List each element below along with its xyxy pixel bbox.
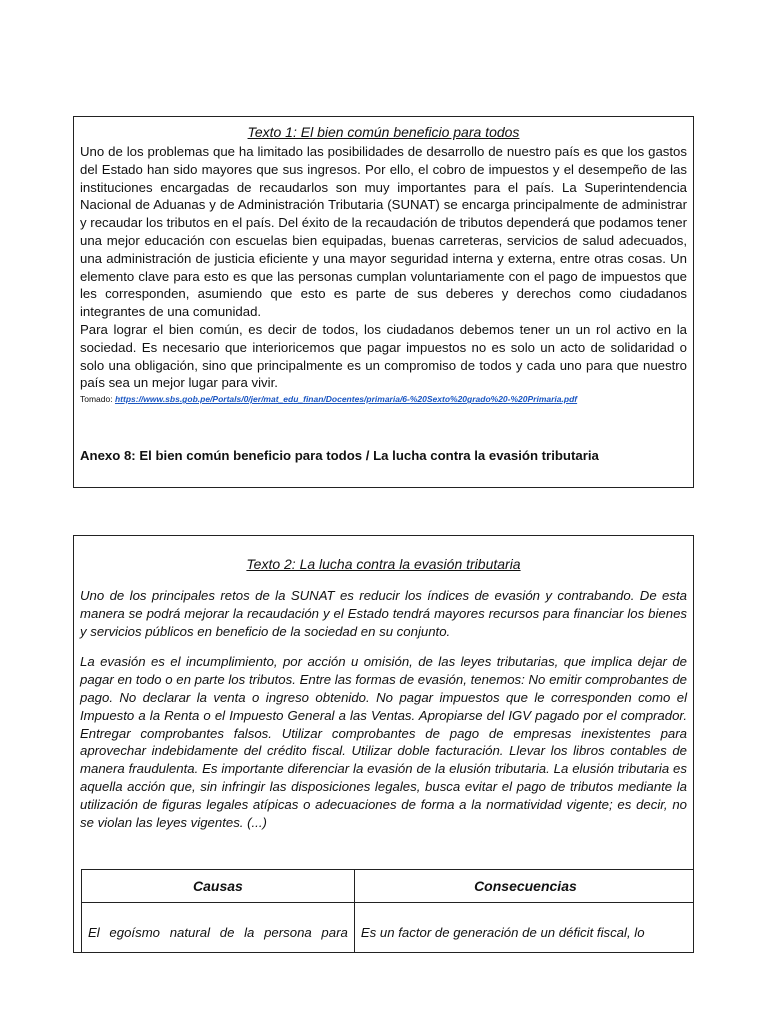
annex-heading: Anexo 8: El bien común beneficio para todos / La lucha contra la evasión tributaria [80,448,599,464]
table-row [82,903,695,954]
text1-title: Texto 1: El bien común beneficio para todos [247,124,520,140]
header-causas: Causas [82,870,355,903]
text1-paragraph-2: Para lograr el bien común, es decir de todos, los ciudadanos debemos tener un un rol activo en la sociedad. Es necesario que interioricemos que pagar impuestos no es solo un acto de solidaridad o solo una obligación, sino que principalmente es un compromiso de todos y cada uno para que nuestro país sea un mejor lugar para vivir. [80,321,687,391]
source-link[interactable]: https://www.sbs.gob.pe/Portals/0/jer/mat_edu_finan/Docentes/primaria/6-%20Sexto%20grado%20-%20Primaria.pdf [114,394,578,405]
cell-causa-1: El egoísmo natural de la persona para [82,903,355,954]
text2-paragraph-2: La evasión es el incumplimiento, por acción u omisión, de las leyes tributarias, que implica dejar de pagar en todo o en parte los tributos. Entre las formas de evasión, tenemos: No emitir comprobantes de pago. No declarar la venta o ingreso obtenido. No pagar impuestos que le corresponden como el Impuesto a la Renta o el Impuesto General a las Ventas. Apropiarse del IGV pagado por el comprador. Entregar comprobantes falsos. Utilizar comprobantes de pago de empresas inexistentes para aprovechar indebidamente del crédito fiscal. Utilizar doble facturación. Llevar los libros contables de manera fraudulenta. Es importante diferenciar la evasión de la elusión tributaria. La elusión tributaria es aquella acción que, sin infringir las disposiciones legales, busca evitar el pago de tributos mediante la utilización de figuras legales atípicas o adecuaciones de forma a la normatividad vigente; es decir, no se violan las leyes vigentes. (...) [80,654,687,830]
header-consecuencias: Consecuencias [354,870,694,903]
text2-paragraph-1: Uno de los principales retos de la SUNAT es reducir los índices de evasión y contrabando. De esta manera se podrá mejorar la recaudación y el Estado tendrá mayores recursos para financiar los bienes y servicios públicos en beneficio de la sociedad en su conjunto. [80,588,687,639]
text1-box [73,116,694,488]
table-header-row [82,870,695,903]
text2-title: Texto 2: La lucha contra la evasión tributaria [246,556,521,572]
source-citation [80,393,687,405]
cell-consecuencia-1: Es un factor de generación de un déficit fiscal, lo [354,903,694,954]
text1-paragraph-1: Uno de los problemas que ha limitado las posibilidades de desarrollo de nuestro país es que los gastos del Estado han sido mayores que sus ingresos. Por ello, el cobro de impuestos y el desempeño de las instituciones encargadas de recaudarlos son muy importantes para el país. La Superintendencia Nacional de Aduanas y de Administración Tributaria (SUNAT) se encarga principalmente de administrar y recaudar los tributos en el país. Del éxito de la recaudación de tributos dependerá que podamos tener una mejor educación con escuelas bien equipadas, buenas carreteras, servicios de salud adecuados, una administración de justicia eficiente y una mayor seguridad interna y externa, entre otras cosas. Un elemento clave para esto es que las personas cumplan voluntariamente con el pago de impuestos que les corresponden, asumiendo que esto es parte de sus deberes y derechos como ciudadanos integrantes de una comunidad. [80,144,687,320]
causes-consequences-table [81,869,694,953]
source-label: Tomado: [80,394,115,405]
text2-box [73,535,694,953]
